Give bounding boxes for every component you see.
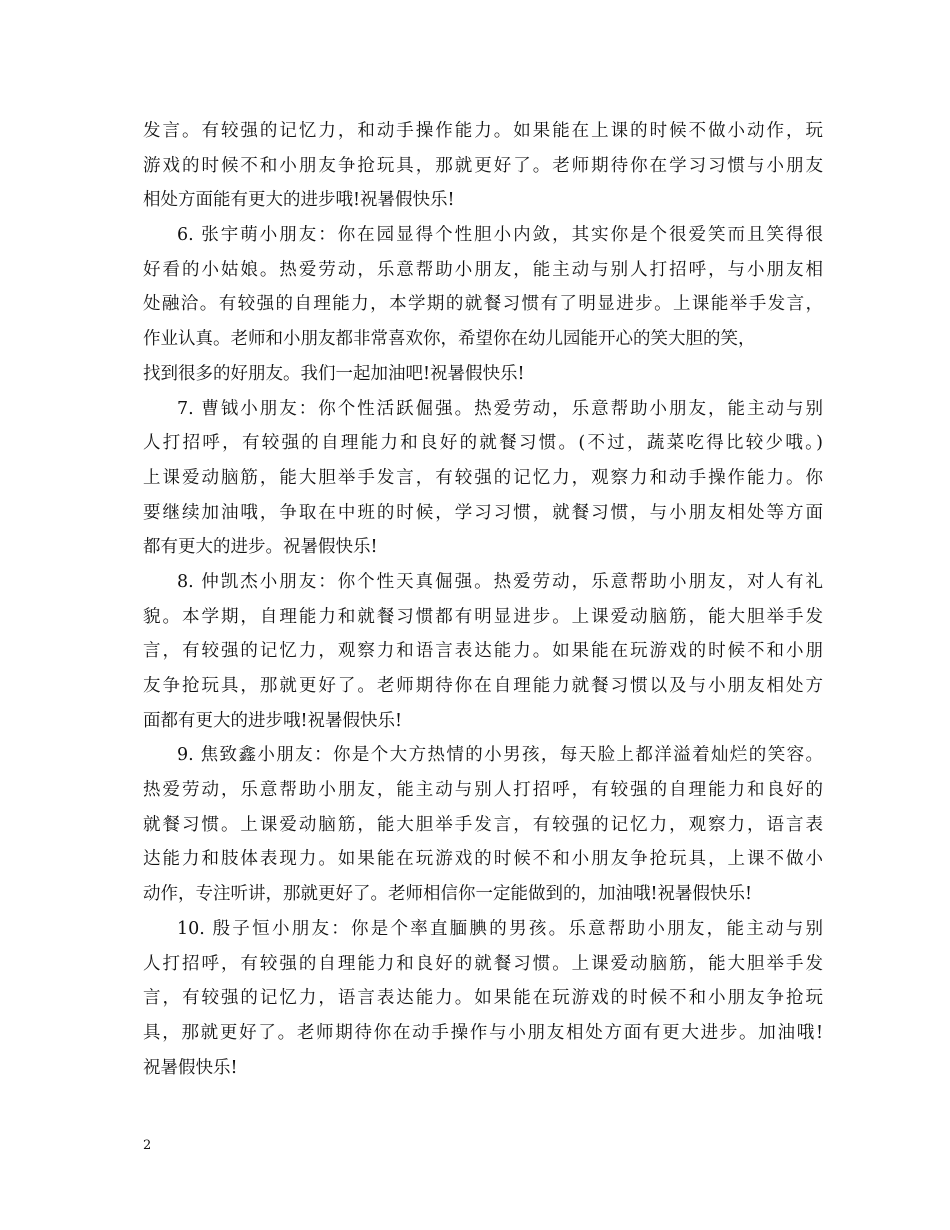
- text-line: 祝暑假快乐!: [143, 1057, 238, 1078]
- paragraph-start-10: 10. 殷子恒小朋友：你是个率直腼腆的男孩。乐意帮助小朋友，能主动与别: [177, 918, 823, 939]
- text-line: 找到很多的好朋友。我们一起加油吧!祝暑假快乐!: [143, 363, 525, 384]
- text-line: 好看的小姑娘。热爱劳动，乐意帮助小朋友，能主动与别人打招呼，与小朋友相: [143, 259, 823, 280]
- text-line: 游戏的时候不和小朋友争抢玩具，那就更好了。老师期待你在学习习惯与小朋友: [143, 155, 823, 176]
- paragraph-start-7: 7. 曹钺小朋友：你个性活跃倔强。热爱劳动，乐意帮助小朋友，能主动与别: [177, 398, 823, 419]
- text-line: 相处方面能有更大的进步哦!祝暑假快乐!: [143, 190, 455, 211]
- document-body: [143, 114, 823, 1085]
- text-line: 言，有较强的记忆力，语言表达能力。如果能在玩游戏的时候不和小朋友争抢玩: [143, 988, 823, 1009]
- text-line: 上课爱动脑筋，能大胆举手发言，有较强的记忆力，观察力和动手操作能力。你: [143, 467, 823, 488]
- text-line: 动作，专注听讲，那就更好了。老师相信你一定能做到的，加油哦!祝暑假快乐!: [143, 884, 753, 905]
- text-line: 达能力和肢体表现力。如果能在玩游戏的时候不和小朋友争抢玩具，上课不做小: [143, 849, 823, 870]
- text-line: 发言。有较强的记忆力，和动手操作能力。如果能在上课的时候不做小动作，玩: [143, 121, 823, 141]
- text-line: 人打招呼，有较强的自理能力和良好的就餐习惯。(不过，蔬菜吃得比较少哦。): [143, 433, 823, 454]
- text-line: 貌。本学期，自理能力和就餐习惯都有明显进步。上课爱动脑筋，能大胆举手发: [143, 606, 823, 627]
- text-line: 就餐习惯。上课爱动脑筋，能大胆举手发言，有较强的记忆力，观察力，语言表: [143, 814, 823, 835]
- text-line: 具，那就更好了。老师期待你在动手操作与小朋友相处方面有更大进步。加油哦!: [143, 1022, 823, 1043]
- paragraph-start-8: 8. 仲凯杰小朋友：你个性天真倔强。热爱劳动，乐意帮助小朋友，对人有礼: [177, 571, 823, 592]
- text-line: 言，有较强的记忆力，观察力和语言表达能力。如果能在玩游戏的时候不和小朋: [143, 641, 823, 662]
- text-line: 人打招呼，有较强的自理能力和良好的就餐习惯。上课爱动脑筋，能大胆举手发: [143, 953, 823, 974]
- page-number: 2: [143, 1138, 152, 1153]
- text-line: 友争抢玩具，那就更好了。老师期待你在自理能力就餐习惯以及与小朋友相处方: [143, 676, 823, 696]
- paragraph-start-9: 9. 焦致鑫小朋友：你是个大方热情的小男孩，每天脸上都洋溢着灿烂的笑容。: [177, 745, 823, 766]
- text-line: 热爱劳动，乐意帮助小朋友，能主动与别人打招呼，有较强的自理能力和良好的: [143, 780, 823, 801]
- text-line: 都有更大的进步。祝暑假快乐!: [143, 537, 378, 558]
- text-line: 面都有更大的进步哦!祝暑假快乐!: [143, 710, 403, 731]
- text-line: 处融洽。有较强的自理能力，本学期的就餐习惯有了明显进步。上课能举手发言，: [143, 294, 823, 315]
- text-line: 作业认真。老师和小朋友都非常喜欢你，希望你在幼儿园能开心的笑大胆的笑，: [143, 329, 756, 350]
- text-line: 要继续加油哦，争取在中班的时候，学习习惯，就餐习惯，与小朋友相处等方面: [143, 502, 823, 523]
- paragraph-start-6: 6. 张宇萌小朋友：你在园显得个性胆小内敛，其实你是个很爱笑而且笑得很: [177, 225, 823, 246]
